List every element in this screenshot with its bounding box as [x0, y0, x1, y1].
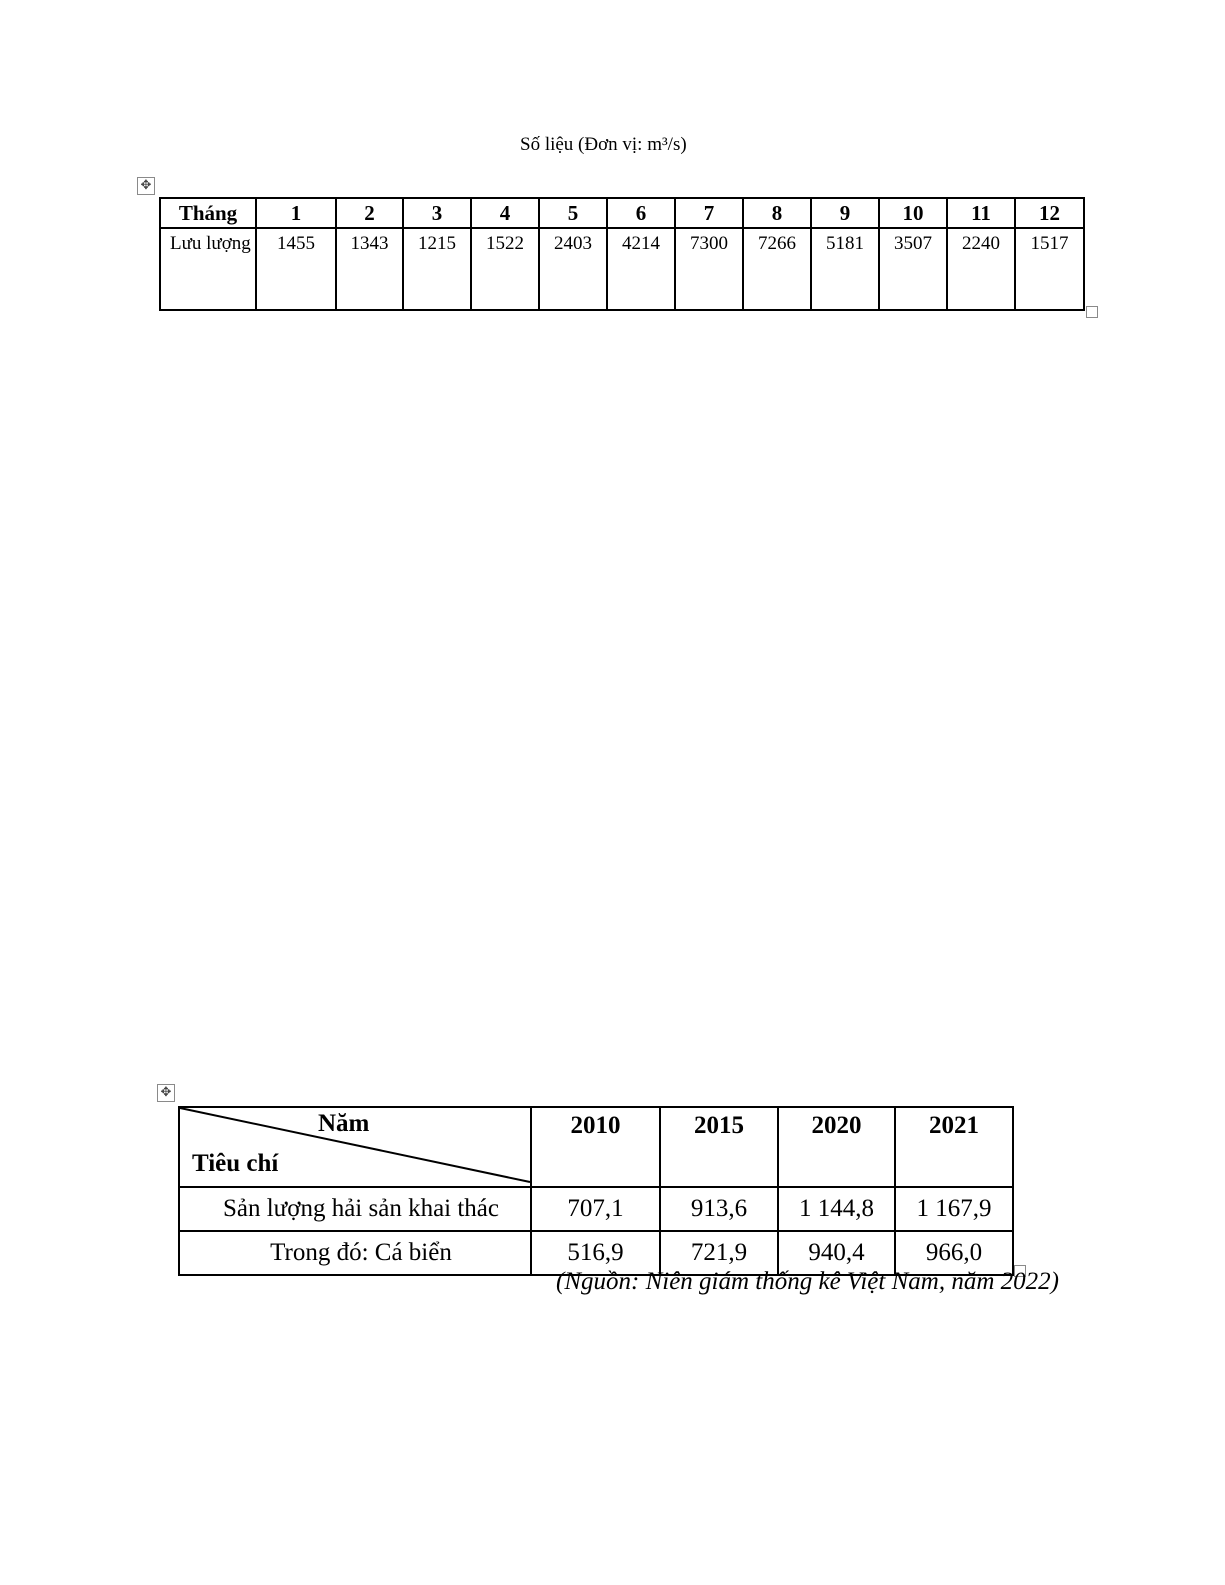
table-resize-handle[interactable] [1086, 306, 1098, 318]
table-cell[interactable]: 707,1 [531, 1187, 660, 1231]
header-cell[interactable]: 7 [675, 198, 743, 228]
table-cell[interactable]: 2403 [539, 228, 607, 310]
header-cell[interactable]: 5 [539, 198, 607, 228]
table-cell[interactable]: 1517 [1015, 228, 1084, 310]
table-cell[interactable]: 2240 [947, 228, 1015, 310]
table-cell[interactable]: 1522 [471, 228, 539, 310]
corner-top-label: Năm [318, 1110, 370, 1137]
clipped-caption-text: Số liệu (Đơn vị: m³/s) [520, 134, 687, 155]
header-cell[interactable]: 12 [1015, 198, 1084, 228]
table-cell[interactable]: 3507 [879, 228, 947, 310]
table-cell[interactable]: 721,9 [660, 1231, 778, 1275]
table-header-row [179, 1107, 1013, 1187]
header-cell[interactable]: 2015 [660, 1107, 778, 1187]
row-label-cell[interactable]: Lưu lượng [160, 228, 256, 310]
table-cell[interactable]: 966,0 [895, 1231, 1013, 1275]
header-cell[interactable]: 9 [811, 198, 879, 228]
table-move-handle-icon[interactable]: ✥ [157, 1084, 175, 1102]
header-cell[interactable]: Tháng [160, 198, 256, 228]
table-cell[interactable]: 516,9 [531, 1231, 660, 1275]
table-cell[interactable]: 1 144,8 [778, 1187, 895, 1231]
table-cell[interactable]: 1 167,9 [895, 1187, 1013, 1231]
corner-bottom-label: Tiêu chí [192, 1150, 279, 1177]
diagonal-corner-cell[interactable] [179, 1107, 531, 1187]
header-cell[interactable]: 2021 [895, 1107, 1013, 1187]
header-cell[interactable]: 1 [256, 198, 336, 228]
row-label-cell[interactable]: Trong đó: Cá biển [179, 1231, 531, 1275]
table-cell[interactable]: 4214 [607, 228, 675, 310]
source-note: (Nguồn: Niên giám thống kê Việt Nam, năm 2022) [556, 1268, 1059, 1295]
header-cell[interactable]: 2010 [531, 1107, 660, 1187]
header-cell[interactable]: 6 [607, 198, 675, 228]
table-move-handle-icon[interactable]: ✥ [137, 177, 155, 195]
header-cell[interactable]: 2 [336, 198, 403, 228]
table-cell[interactable]: 1215 [403, 228, 471, 310]
table-cell[interactable]: 1455 [256, 228, 336, 310]
table-row [179, 1187, 1013, 1231]
table-cell[interactable]: 940,4 [778, 1231, 895, 1275]
table-cell[interactable]: 7300 [675, 228, 743, 310]
monthly-flow-table [159, 197, 1085, 311]
header-cell[interactable]: 10 [879, 198, 947, 228]
table-cell[interactable]: 7266 [743, 228, 811, 310]
clipped-caption-line [520, 134, 720, 166]
header-cell[interactable]: 4 [471, 198, 539, 228]
table-cell[interactable]: 5181 [811, 228, 879, 310]
table-row [160, 228, 1084, 310]
header-cell[interactable]: 11 [947, 198, 1015, 228]
row-label-cell[interactable]: Sản lượng hải sản khai thác [179, 1187, 531, 1231]
seafood-output-table [178, 1106, 1014, 1276]
header-cell[interactable]: 3 [403, 198, 471, 228]
header-cell[interactable]: 2020 [778, 1107, 895, 1187]
table-cell[interactable]: 1343 [336, 228, 403, 310]
table-cell[interactable]: 913,6 [660, 1187, 778, 1231]
table-header-row [160, 198, 1084, 228]
header-cell[interactable]: 8 [743, 198, 811, 228]
